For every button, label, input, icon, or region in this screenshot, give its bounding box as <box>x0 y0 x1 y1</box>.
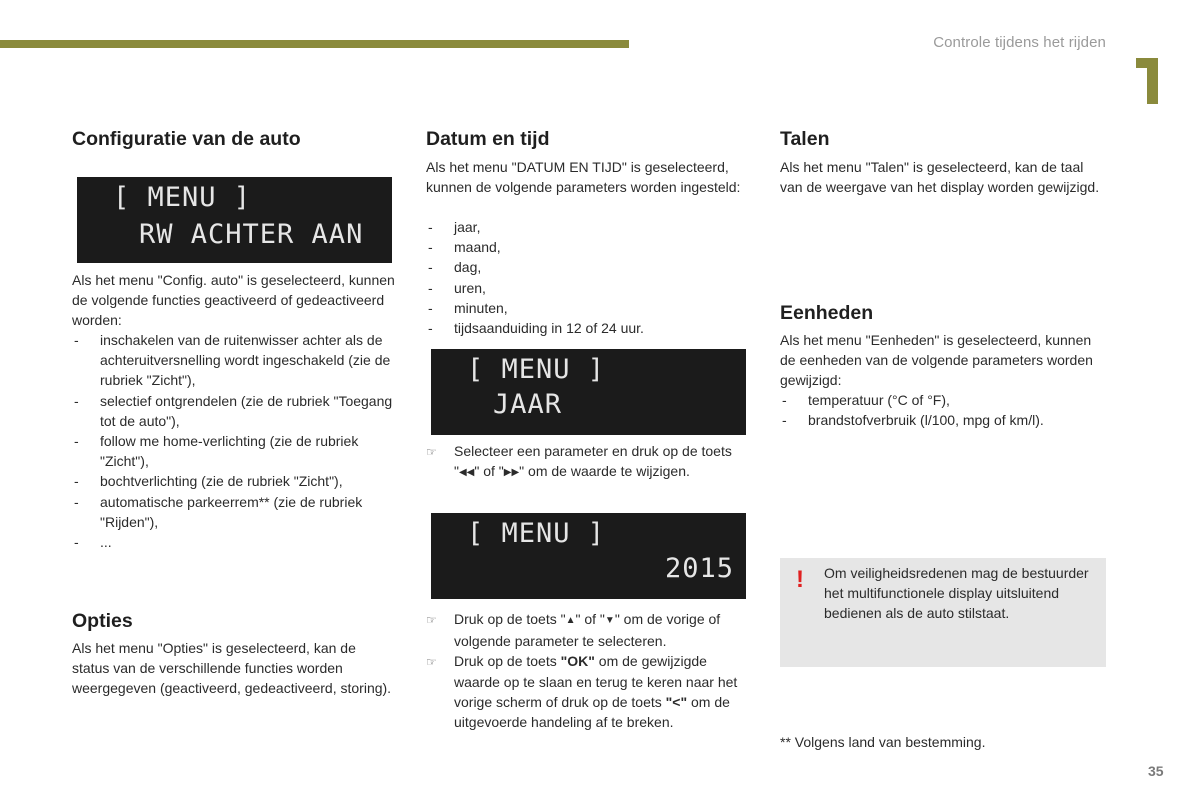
lcd-line-1: [ MENU ] <box>467 518 606 549</box>
hand-pointer-icon: ☞ <box>426 613 437 627</box>
talen-text: Als het menu "Talen" is geselecteerd, kan de taal van de weergave van het display worden gewijzigd. <box>780 159 1100 196</box>
lcd-line-2: JAAR <box>493 389 563 420</box>
lcd-line-2: RW ACHTER AAN <box>139 219 364 250</box>
list-item: - maand, <box>426 237 756 257</box>
prev-icon: ◀◀ <box>458 467 475 479</box>
page-number: 35 <box>1148 763 1164 779</box>
section-heading-opties: Opties <box>72 610 133 632</box>
hand-pointer-icon: ☞ <box>426 445 437 459</box>
eenheden-list <box>780 390 1100 430</box>
tip-item: ☞ Druk op de toets "OK" om de gewijzigde waarde op te slaan en terug te keren naar het vorige scherm of druk op de toets "<" om de uitgevoerde handeling af te breken. <box>426 653 738 731</box>
hand-pointer-icon: ☞ <box>426 655 437 670</box>
up-icon: ▲ <box>565 615 576 626</box>
eenheden-intro: Als het menu "Eenheden" is geselecteerd, kunnen de eenheden van de volgende parameters worden gewijzigd: <box>780 332 1093 389</box>
opties-text: Als het menu "Opties" is geselecteerd, kan de status van de verschillende functies worden weergegeven (geactiveerd, gedeactiveerd, storing). <box>72 640 392 697</box>
list-item: - inschakelen van de ruitenwisser achter als de achteruitversnelling wordt ingeschakeld (zie de rubriek "Zicht"), <box>72 330 397 391</box>
list-item: - minuten, <box>426 298 756 318</box>
list-item: - automatische parkeerrem** (zie de rubriek "Rijden"), <box>72 492 397 532</box>
lcd-display-jaar <box>431 349 746 435</box>
config-list <box>72 330 397 552</box>
config-intro: Als het menu "Config. auto" is geselecteerd, kunnen de volgende functies geactiveerd of gedeactiveerd worden: <box>72 272 395 329</box>
lcd-line-1: [ MENU ] <box>113 182 252 213</box>
section-heading-configuratie: Configuratie van de auto <box>72 128 301 150</box>
lcd-display-year-value <box>431 513 746 599</box>
warning-box <box>780 558 1106 667</box>
lcd-line-2: 2015 <box>665 553 735 584</box>
footnote: ** Volgens land van bestemming. <box>780 734 986 750</box>
down-icon: ▼ <box>604 615 615 626</box>
tip-list-1 <box>426 441 756 483</box>
lcd-line-1: [ MENU ] <box>467 354 606 385</box>
section-heading-talen: Talen <box>780 128 830 150</box>
next-icon: ▶▶ <box>503 467 520 479</box>
list-item: - temperatuur (°C of °F), <box>780 390 1100 410</box>
section-heading-datum: Datum en tijd <box>426 128 550 150</box>
warning-text: Om veiligheidsredenen mag de bestuurder het multifunctionele display uitsluitend bedienen als de auto stilstaat. <box>824 565 1089 622</box>
list-item: - tijdsaanduiding in 12 of 24 uur. <box>426 318 756 338</box>
section-heading-eenheden: Eenheden <box>780 302 874 324</box>
datum-intro: Als het menu "DATUM EN TIJD" is geselecteerd, kunnen de volgende parameters worden ingesteld: <box>426 159 741 196</box>
list-item: - jaar, <box>426 217 756 237</box>
list-item: - follow me home-verlichting (zie de rubriek "Zicht"), <box>72 431 397 471</box>
header-accent-bar <box>0 40 629 48</box>
list-item: - selectief ontgrendelen (zie de rubriek "Toegang tot de auto"), <box>72 391 397 431</box>
list-item: - ... <box>72 532 397 552</box>
list-item: - bochtverlichting (zie de rubriek "Zicht"), <box>72 471 397 491</box>
chapter-title: Controle tijdens het rijden <box>933 34 1106 51</box>
tip-item: ☞ Druk op de toets "▲" of "▼" om de vorige of volgende parameter te selecteren. <box>426 611 721 650</box>
tip-list-2 <box>426 609 756 732</box>
list-item: - brandstofverbruik (l/100, mpg of km/l). <box>780 410 1100 430</box>
tip-item: ☞ Selecteer een parameter en druk op de toets "◀◀" of "▶▶" om de waarde te wijzigen. <box>426 443 732 480</box>
list-item: - uren, <box>426 278 756 298</box>
exclamation-icon: ! <box>796 566 804 593</box>
lcd-display-config <box>77 177 392 263</box>
list-item: - dag, <box>426 257 756 277</box>
datum-list <box>426 217 756 338</box>
chapter-number <box>1132 56 1162 106</box>
